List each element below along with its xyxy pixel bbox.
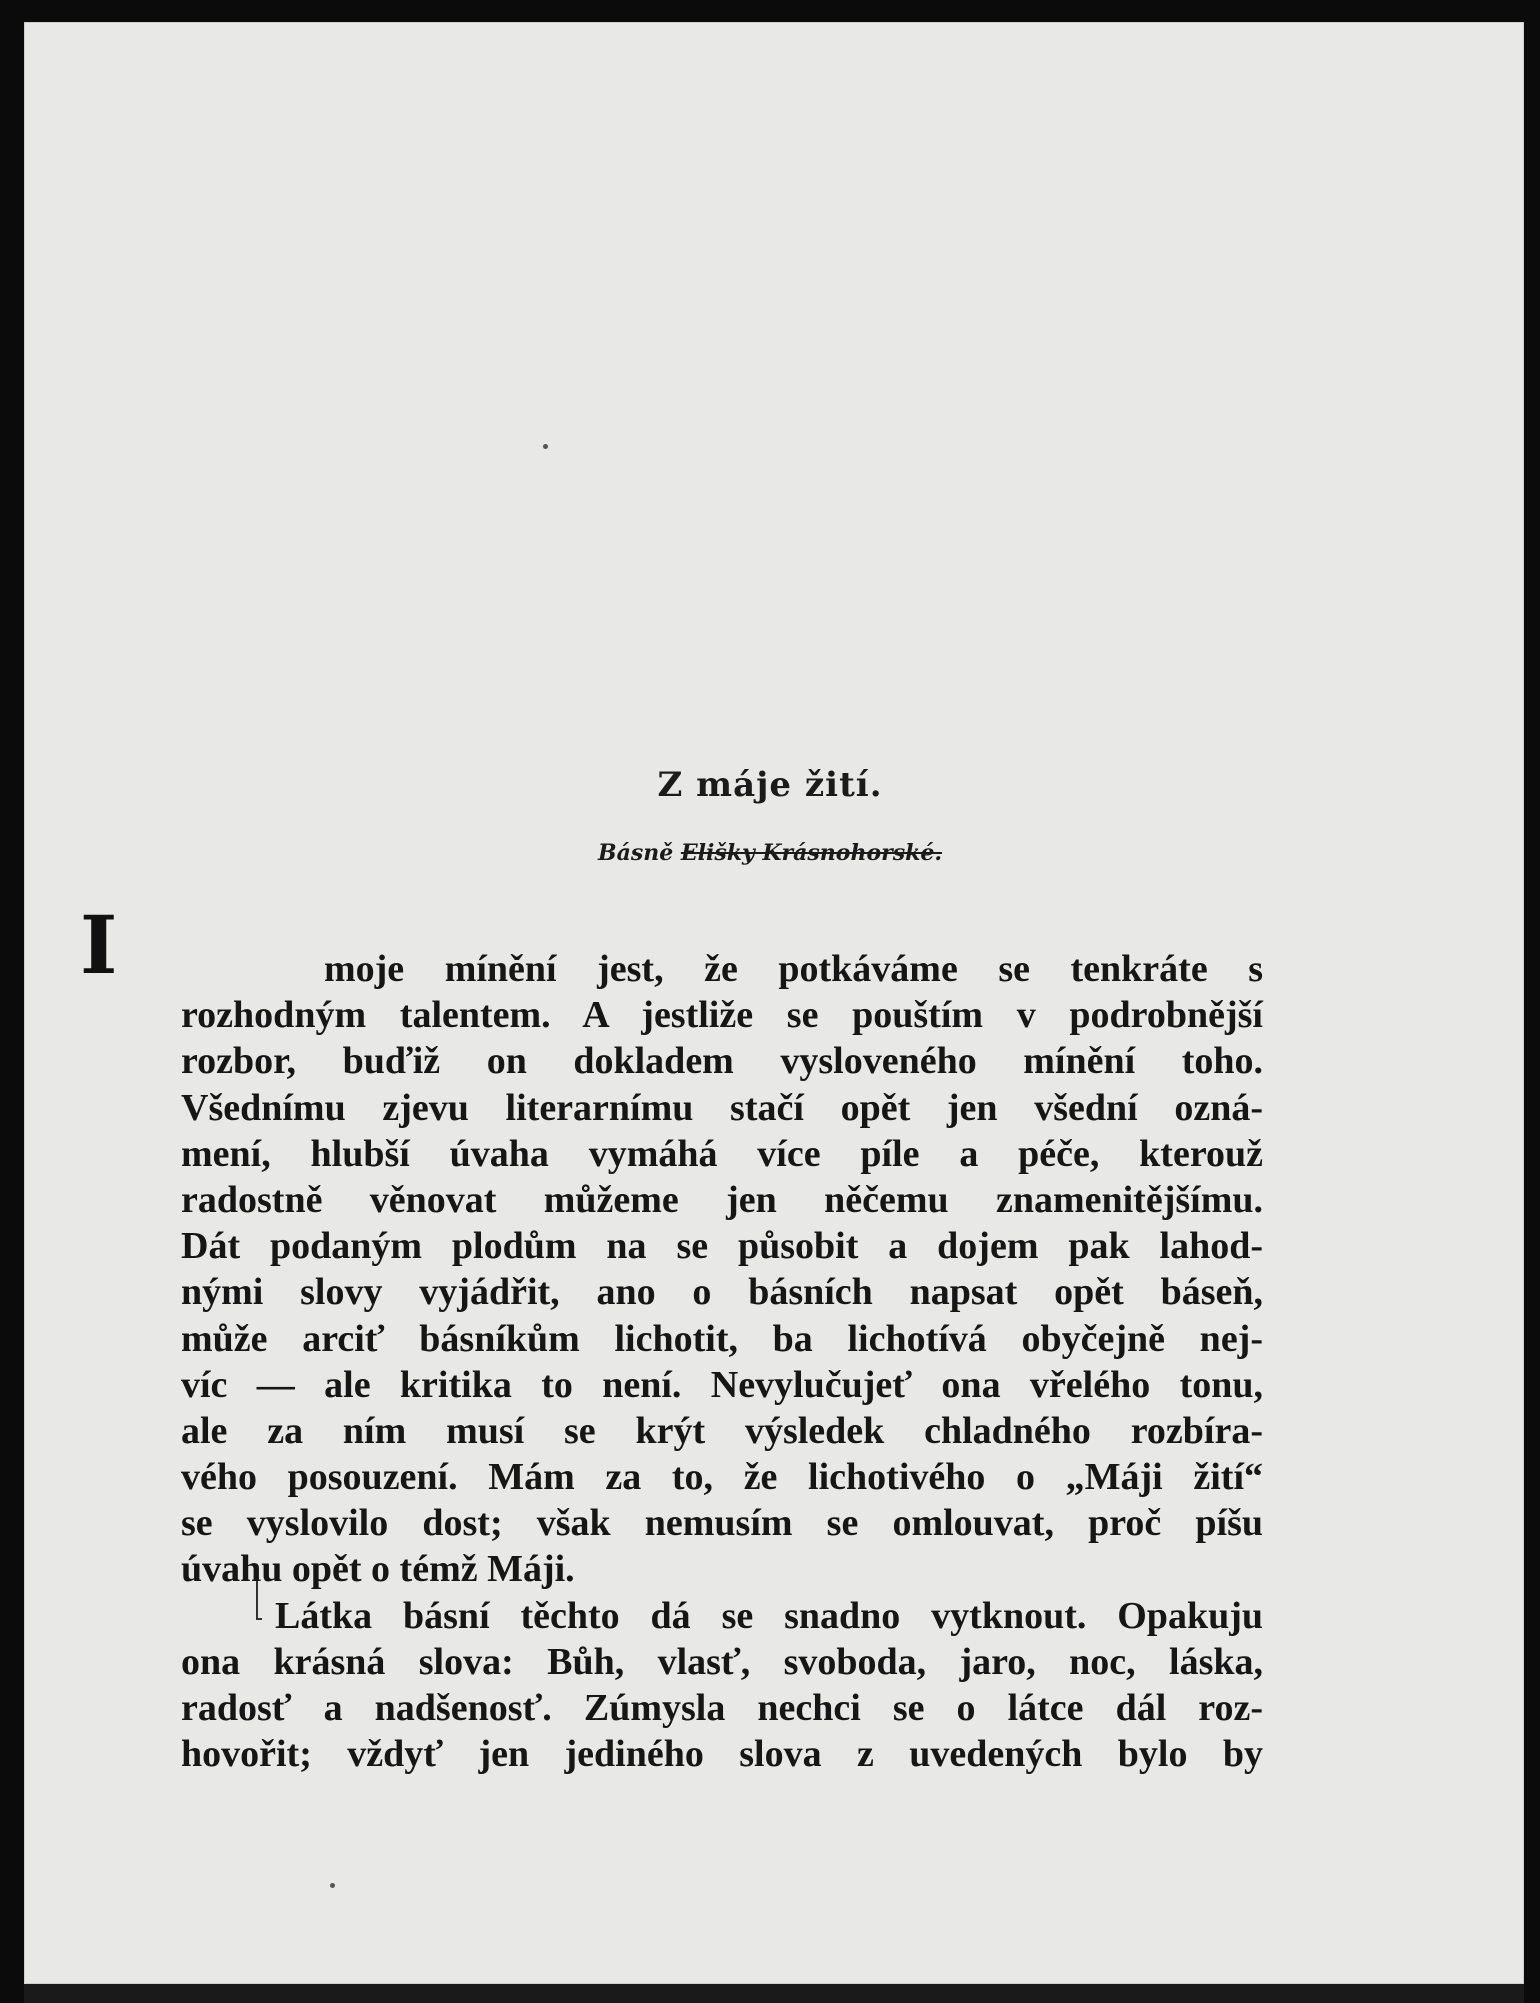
text-line: se vyslovilo dost; však nemusím se omlouvat, proč píšu	[181, 1502, 1263, 1545]
text-line: může arciť básníkům lichotit, ba lichotívá obyčejně nej-	[181, 1317, 1263, 1360]
scan-bottom-edge	[24, 1984, 1524, 2003]
text-line: radosť a nadšenosť. Zúmysla nechci se o látce dál roz-	[181, 1687, 1263, 1729]
text-line: Všednímu zjevu literarnímu stačí opět jen všední ozná-	[181, 1086, 1263, 1129]
scan-speck	[543, 444, 548, 449]
text-line: ona krásná slova: Bůh, vlasť, svoboda, jaro, noc, láska,	[181, 1640, 1263, 1683]
body-text	[181, 946, 1263, 1777]
text-line: Látka básní těchto dá se snadno vytknout. Opakuju	[275, 1594, 1263, 1637]
text-line: víc — ale kritika to není. Nevylučujeť ona vřelého tonu,	[181, 1363, 1263, 1406]
text-line: moje mínění jest, že potkáváme se tenkráte s	[324, 948, 1263, 990]
text-line: vého posouzení. Mám za to, že lichotivého o „Máji žití“	[181, 1456, 1263, 1499]
drop-cap: I	[80, 898, 118, 992]
page-title: Z máje žití.	[657, 765, 883, 805]
text-line: hovořit; vždyť jen jediného slova z uvedených bylo by	[181, 1733, 1263, 1776]
text-line: radostně věnovat můžeme jen něčemu znamenitějšímu.	[181, 1178, 1263, 1221]
text-line: úvahu opět o témž Máji.	[181, 1548, 575, 1591]
text-line: nými slovy vyjádřit, ano o básních napsat opět báseň,	[181, 1271, 1263, 1314]
subtitle-prefix: Básně	[597, 840, 681, 866]
scan-speck	[330, 1883, 335, 1888]
text-line: rozhodným talentem. A jestliže se pouštím v podrobnější	[181, 994, 1263, 1037]
page-subtitle	[0, 840, 1540, 866]
text-line: Dát podaným plodům na se působit a dojem pak lahod-	[181, 1225, 1263, 1268]
text-line: mení, hlubší úvaha vymáhá více píle a péče, kterouž	[181, 1132, 1263, 1175]
text-line: rozbor, buďiž on dokladem vysloveného mínění toho.	[181, 1040, 1263, 1083]
subtitle-author: Elišky Krásnohorské.	[680, 840, 942, 866]
text-line: ale za ním musí se krýt výsledek chladného rozbíra-	[181, 1409, 1263, 1452]
